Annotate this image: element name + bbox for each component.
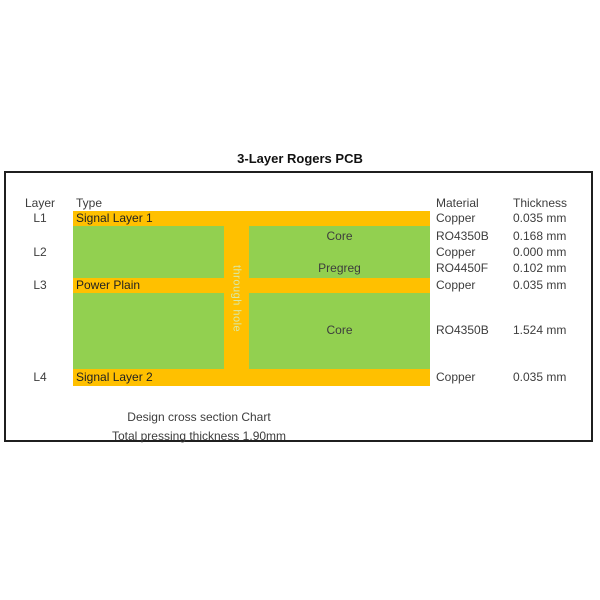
row-l4-type: Signal Layer 2 [76,370,153,384]
chart-title: 3-Layer Rogers PCB [237,151,363,166]
row-l2-material: Copper [436,245,476,259]
row-pregreg-material: RO4450F [436,261,489,275]
row-core1-label: Core [326,229,353,243]
core1-left-block [73,226,224,278]
row-l3-type: Power Plain [76,278,141,292]
footer-total-thickness: Total pressing thickness 1.90mm [111,429,287,443]
col-header-thickness: Thickness [513,196,568,210]
row-core2-material: RO4350B [436,323,489,337]
core2-left-block [73,293,224,369]
row-core1-material: RO4350B [436,229,489,243]
row-l4-material: Copper [436,370,476,384]
row-l1-type: Signal Layer 1 [76,211,153,225]
row-core1-thickness: 0.168 mm [513,229,567,243]
row-l1-layer: L1 [33,211,47,225]
row-l3-layer: L3 [33,278,47,292]
row-l4-thickness: 0.035 mm [513,370,567,384]
row-l2-thickness: 0.000 mm [513,245,567,259]
col-header-layer: Layer [24,196,56,210]
through-hole-label: through hole [230,264,243,333]
col-header-material: Material [436,196,479,210]
row-l1-material: Copper [436,211,476,225]
row-l4-layer: L4 [33,370,47,384]
through-hole-via-strip [224,211,249,386]
row-core2-label: Core [326,323,353,337]
row-l1-thickness: 0.035 mm [513,211,567,225]
row-l3-material: Copper [436,278,476,292]
row-l2-layer: L2 [33,245,47,259]
row-pregreg-label: Pregreg [318,261,361,275]
row-core2-thickness: 1.524 mm [513,323,567,337]
row-l3-thickness: 0.035 mm [513,278,567,292]
row-pregreg-thickness: 0.102 mm [513,261,567,275]
col-header-type: Type [76,196,103,210]
footer-caption: Design cross section Chart [127,410,271,424]
